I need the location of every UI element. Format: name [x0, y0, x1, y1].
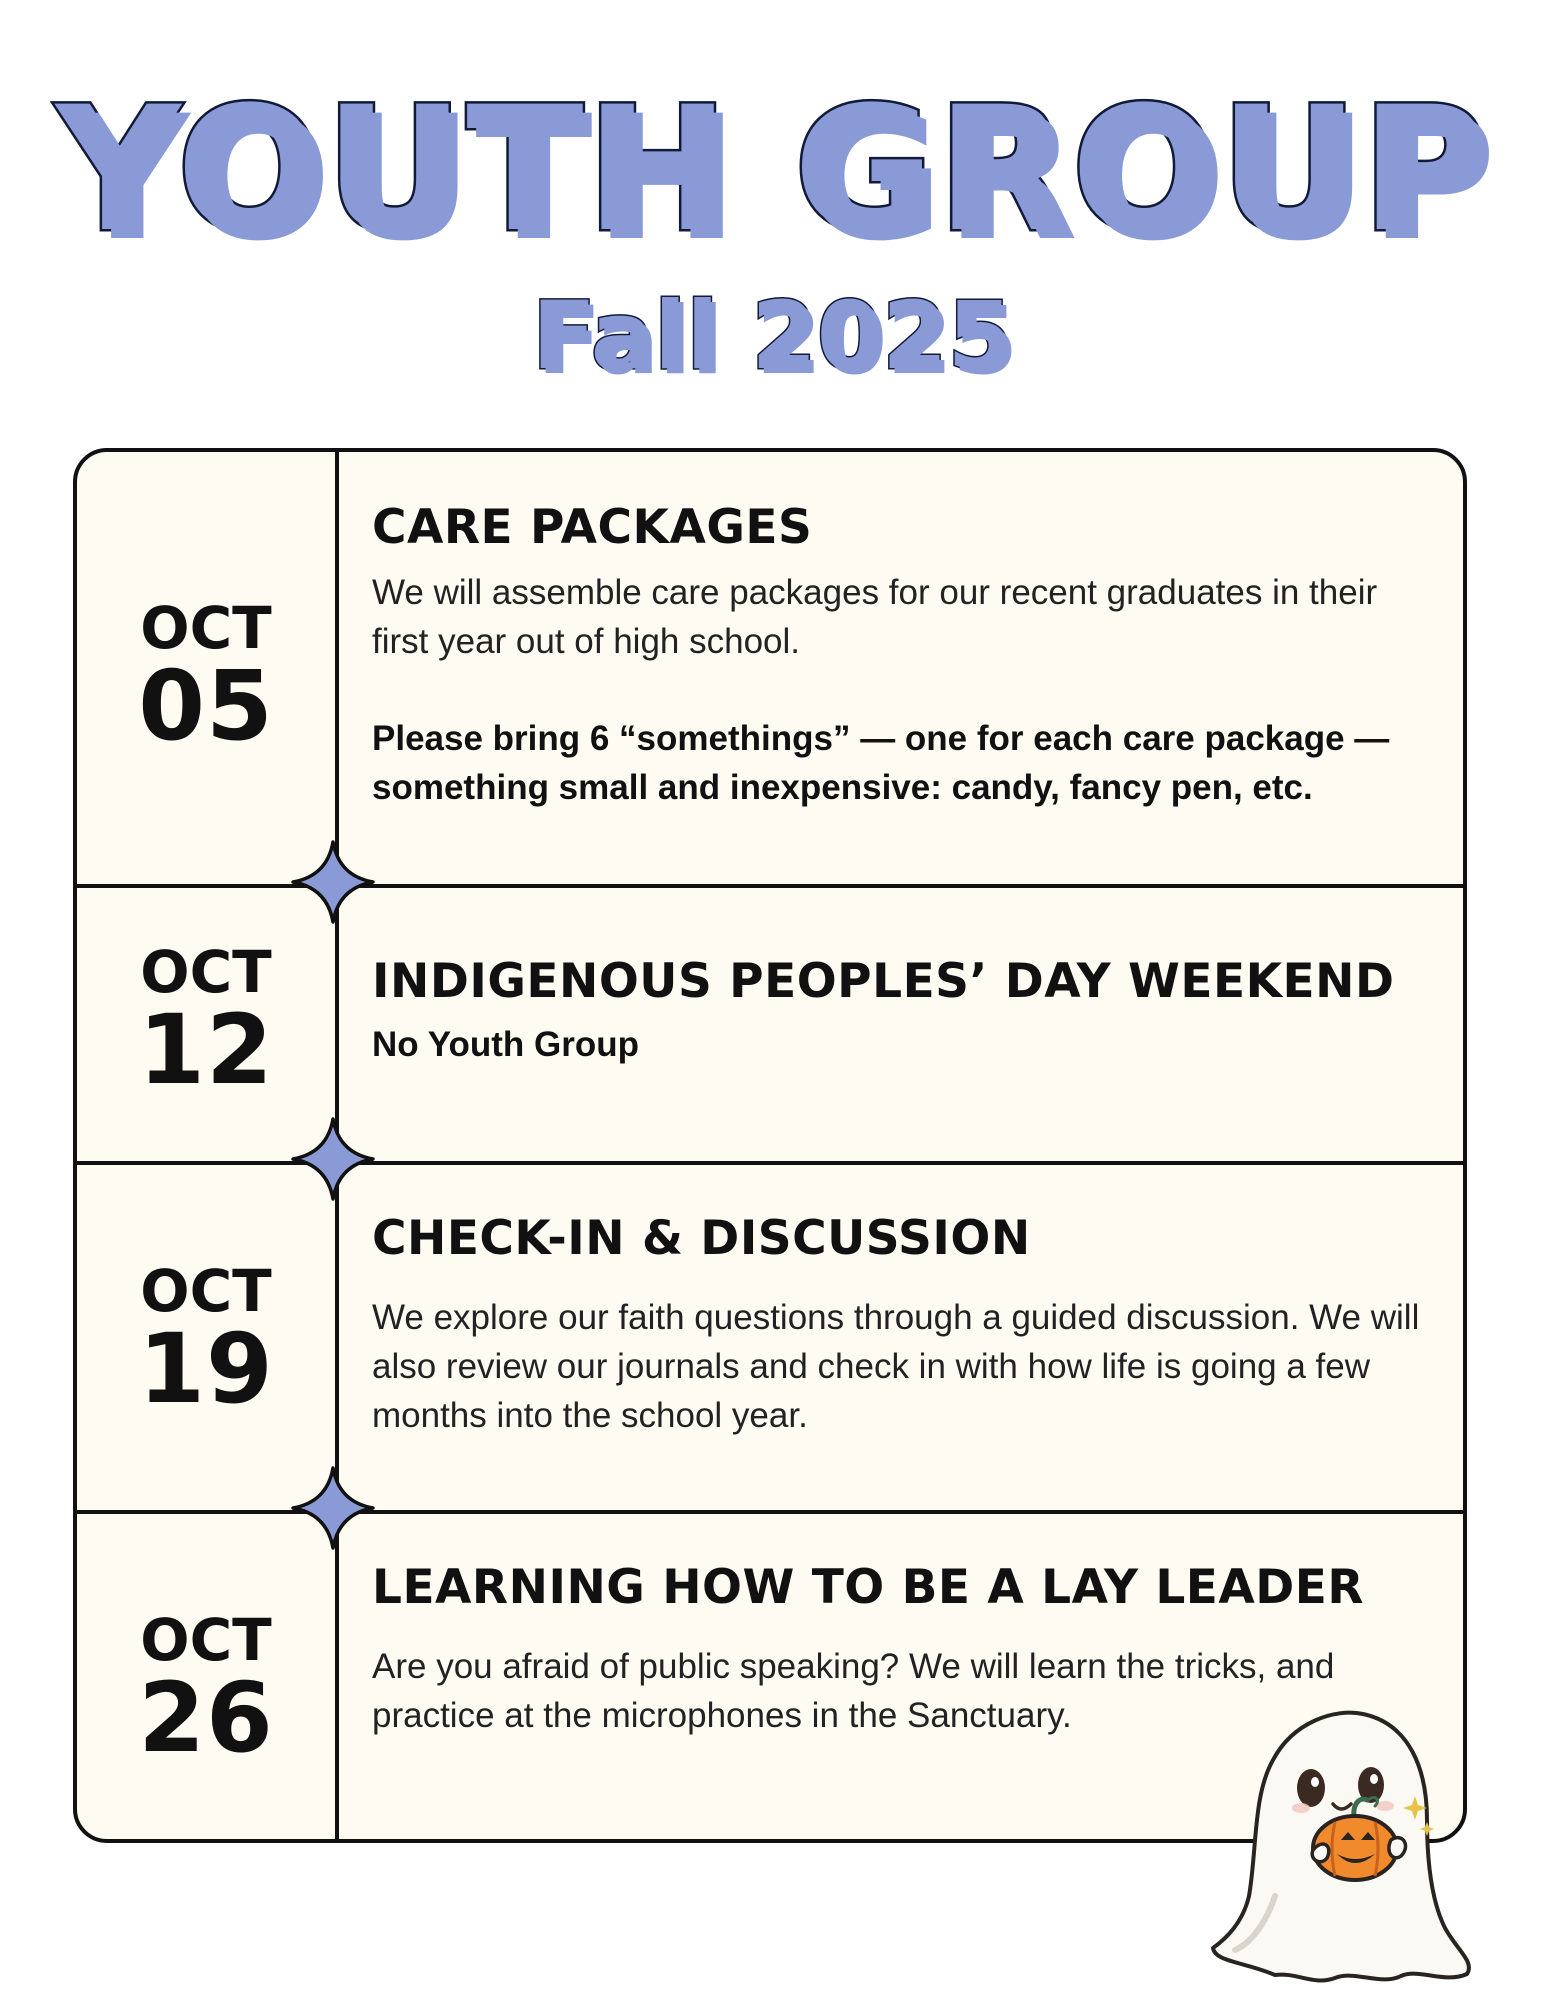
- event-description: Are you afraid of public speaking? We will learn the tricks, and practice at the microphones in the Sanctuary.: [372, 1647, 1335, 1735]
- event-description: We explore our faith questions through a guided discussion. We will also review our journals and check in with how life is going a few months into the school year.: [372, 1298, 1420, 1435]
- event-row-oct-05: [77, 452, 1463, 884]
- event-date: [77, 594, 335, 762]
- event-title: CARE PACKAGES: [372, 500, 813, 555]
- four-point-star-icon: [291, 840, 375, 924]
- event-month: OCT: [140, 594, 272, 662]
- event-content: [372, 498, 1433, 812]
- ghost-with-pumpkin-icon: [1205, 1700, 1477, 1990]
- event-description: We will assemble care packages for our recent graduates in their first year out of high school.: [372, 573, 1378, 661]
- event-date: [77, 1606, 335, 1774]
- page-title: YOUTH GROUP: [55, 69, 1490, 270]
- event-day: 12: [138, 994, 274, 1106]
- schedule-table: [73, 448, 1467, 1843]
- event-title: INDIGENOUS PEOPLES’ DAY WEEKEND: [372, 954, 1395, 1009]
- event-row-oct-19: [77, 1165, 1463, 1510]
- event-title: CHECK-IN & DISCUSSION: [372, 1211, 1031, 1266]
- event-note: No Youth Group: [372, 1025, 639, 1064]
- page-subtitle: Fall 2025: [532, 282, 1013, 391]
- event-day: 19: [138, 1313, 274, 1425]
- event-day: 26: [138, 1662, 274, 1774]
- event-row-oct-12: [77, 888, 1463, 1161]
- event-month: OCT: [140, 1257, 272, 1325]
- event-note: Please bring 6 “somethings” — one for each care package — something small and inexpensive: candy, fancy pen, etc.: [372, 719, 1390, 807]
- event-month: OCT: [140, 938, 272, 1006]
- event-day: 05: [138, 650, 274, 762]
- event-title: LEARNING HOW TO BE A LAY LEADER: [372, 1560, 1365, 1615]
- four-point-star-icon: [291, 1466, 375, 1550]
- event-content: [372, 952, 1433, 1069]
- event-date: [77, 938, 335, 1106]
- event-date: [77, 1257, 335, 1425]
- event-month: OCT: [140, 1606, 272, 1674]
- event-content: [372, 1209, 1433, 1440]
- four-point-star-icon: [291, 1117, 375, 1201]
